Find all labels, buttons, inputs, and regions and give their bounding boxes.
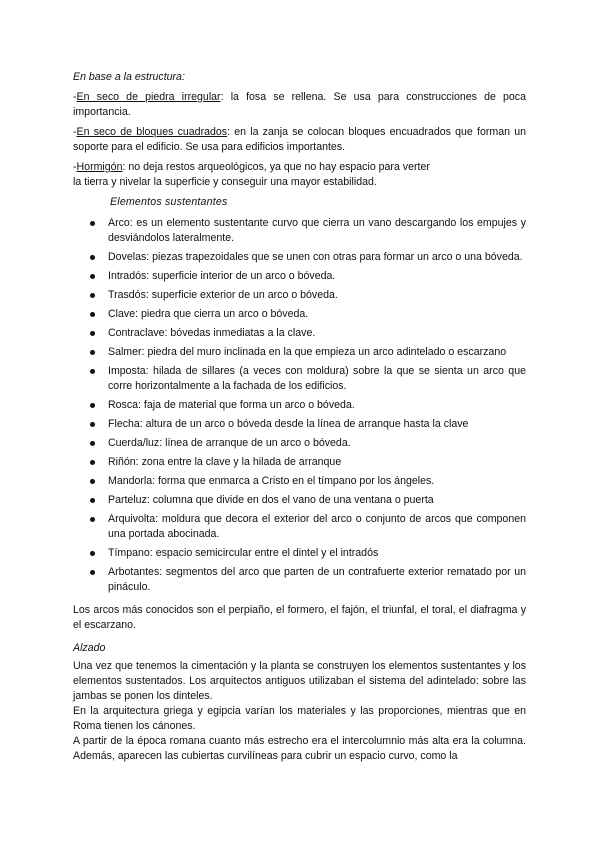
supports-heading: Elementos sustentantes <box>110 196 228 208</box>
bullet-icon <box>90 441 95 446</box>
structure-item-prefix: - <box>73 126 77 138</box>
structure-item-text: : no deja restos arqueológicos, ya que no hay espacio para verter <box>122 161 430 173</box>
list-item: Arbotantes: segmentos del arco que parten de un contrafuerte exterior rematado por un pináculo. <box>108 565 526 595</box>
alzado-paragraph: Una vez que tenemos la cimentación y la planta se construyen los elementos sustentantes y los elementos sustentados. Los arquitectos antiguos utilizaban el sistema del adintelado: sobre las jambas se ponen los dinteles. <box>73 660 526 702</box>
structure-heading: En base a la estructura: <box>73 71 185 83</box>
list-item: Riñón: zona entre la clave y la hilada de arranque <box>108 455 526 470</box>
bullet-icon <box>90 255 95 260</box>
list-item: Rosca: faja de material que forma un arco o bóveda. <box>108 398 526 413</box>
bullet-icon <box>90 221 95 226</box>
page-content <box>73 70 526 764</box>
bullet-icon <box>90 498 95 503</box>
bullet-icon <box>90 422 95 427</box>
alzado-heading: Alzado <box>73 642 106 654</box>
structure-item-term: En seco de piedra irregular <box>76 91 221 103</box>
bullet-icon <box>90 517 95 522</box>
arches-summary: Los arcos más conocidos son el perpiaño, el formero, el fajón, el triunfal, el toral, el diafragma y el escarzano. <box>73 604 526 631</box>
list-item: Dovelas: piezas trapezoidales que se unen con otras para formar un arco o una bóveda. <box>108 250 526 265</box>
bullet-icon <box>90 570 95 575</box>
bullet-icon <box>90 274 95 279</box>
structure-item-concrete <box>73 160 526 190</box>
bullet-icon <box>90 403 95 408</box>
bullet-icon <box>90 331 95 336</box>
list-item: Salmer: piedra del muro inclinada en la que empieza un arco adintelado o escarzano <box>108 345 526 360</box>
supports-list <box>73 216 526 595</box>
structure-item-term: En seco de bloques cuadrados <box>76 126 228 138</box>
list-item: Intradós: superficie interior de un arco o bóveda. <box>108 269 526 284</box>
structure-item-prefix: - <box>73 161 77 173</box>
list-item: Mandorla: forma que enmarca a Cristo en el tímpano por los ángeles. <box>108 474 526 489</box>
structure-item-irregular-stone <box>73 90 526 120</box>
structure-item-prefix: - <box>73 91 77 103</box>
list-item: Cuerda/luz: línea de arranque de un arco o bóveda. <box>108 436 526 451</box>
list-item: Tímpano: espacio semicircular entre el dintel y el intradós <box>108 546 526 561</box>
list-item: Trasdós: superficie exterior de un arco o bóveda. <box>108 288 526 303</box>
alzado-paragraph: En la arquitectura griega y egipcia varían los materiales y las proporciones, mientras que en Roma tienen los cánones. <box>73 705 526 732</box>
list-item: Flecha: altura de un arco o bóveda desde la línea de arranque hasta la clave <box>108 417 526 432</box>
structure-item-square-blocks <box>73 125 526 155</box>
bullet-icon <box>90 479 95 484</box>
bullet-icon <box>90 460 95 465</box>
bullet-icon <box>90 350 95 355</box>
list-item: Contraclave: bóvedas inmediatas a la clave. <box>108 326 526 341</box>
alzado-paragraph: A partir de la época romana cuanto más estrecho era el intercolumnio más alta era la columna. Además, aparecen las cubiertas curvilíneas para cubrir un espacio curvo, como la <box>73 735 526 762</box>
list-item: Imposta: hilada de sillares (a veces con moldura) sobre la que se sienta un arco que corre horizontalmente a la fachada de los edificios. <box>108 364 526 394</box>
bullet-icon <box>90 312 95 317</box>
bullet-icon <box>90 551 95 556</box>
bullet-icon <box>90 369 95 374</box>
structure-item-text: : la fosa se rellena. Se usa para construcciones de poca importancia. <box>73 91 526 118</box>
structure-item-text-continued: la tierra y nivelar la superficie y conseguir una mayor estabilidad. <box>73 176 377 188</box>
bullet-icon <box>90 293 95 298</box>
list-item: Arquivolta: moldura que decora el exterior del arco o conjunto de arcos que componen una portada abocinada. <box>108 512 526 542</box>
list-item: Parteluz: columna que divide en dos el vano de una ventana o puerta <box>108 493 526 508</box>
structure-item-term: Hormigón <box>76 161 123 173</box>
structure-item-text: : en la zanja se colocan bloques encuadrados que forman un soporte para el edificio. Se usa para edificios importantes. <box>73 126 526 153</box>
list-item: Clave: piedra que cierra un arco o bóveda. <box>108 307 526 322</box>
list-item: Arco: es un elemento sustentante curvo que cierra un vano descargando los empujes y desviándolos lateralmente. <box>108 216 526 246</box>
